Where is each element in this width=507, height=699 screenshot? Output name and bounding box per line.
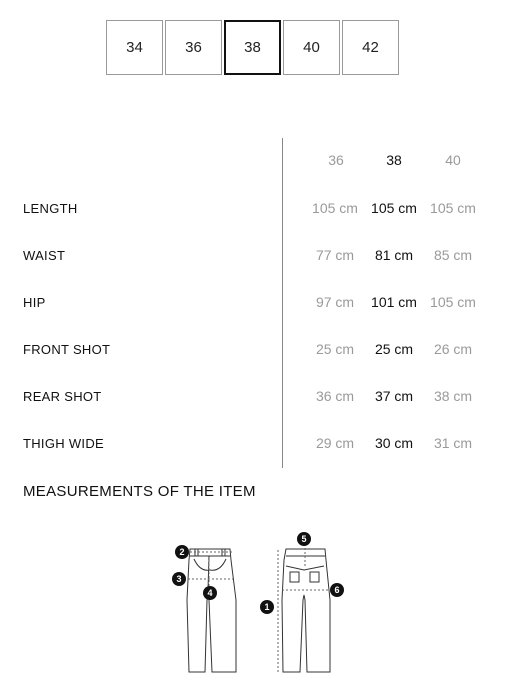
table-cell: 29 cm	[315, 435, 355, 451]
measurements-title: MEASUREMENTS OF THE ITEM	[23, 483, 256, 500]
size-option-34[interactable]: 34	[106, 20, 163, 75]
table-cell: 30 cm	[374, 435, 414, 451]
table-cell: 26 cm	[433, 341, 473, 357]
marker-4-label: 4	[207, 588, 213, 598]
table-cell: 105 cm	[312, 200, 358, 216]
row-label-front-shot: FRONT SHOT	[23, 342, 111, 357]
marker-1-label: 1	[264, 602, 270, 612]
column-header-36: 36	[328, 152, 344, 168]
marker-3-label: 3	[176, 574, 182, 584]
marker-6-label: 6	[334, 585, 340, 595]
table-cell: 37 cm	[374, 388, 414, 404]
table-cell: 105 cm	[430, 200, 476, 216]
table-cell: 105 cm	[371, 200, 417, 216]
table-cell: 105 cm	[430, 294, 476, 310]
front-pants-illustration	[187, 549, 236, 672]
table-cell: 97 cm	[315, 294, 355, 310]
column-header-38: 38	[386, 152, 402, 168]
table-cell: 31 cm	[433, 435, 473, 451]
row-label-hip: HIP	[23, 295, 46, 310]
row-label-waist: WAIST	[23, 248, 66, 263]
table-cell: 36 cm	[315, 388, 355, 404]
row-label-thigh-wide: THIGH WIDE	[23, 436, 104, 451]
marker-5-label: 5	[301, 534, 307, 544]
back-pants-illustration	[282, 549, 330, 672]
marker-2-label: 2	[179, 547, 185, 557]
size-option-36[interactable]: 36	[165, 20, 222, 75]
table-cell: 38 cm	[433, 388, 473, 404]
column-header-40: 40	[445, 152, 461, 168]
table-cell: 81 cm	[374, 247, 414, 263]
size-option-40[interactable]: 40	[283, 20, 340, 75]
table-cell: 101 cm	[371, 294, 417, 310]
row-label-rear-shot: REAR SHOT	[23, 389, 102, 404]
table-cell: 25 cm	[315, 341, 355, 357]
table-cell: 77 cm	[315, 247, 355, 263]
table-cell: 85 cm	[433, 247, 473, 263]
size-option-42[interactable]: 42	[342, 20, 399, 75]
table-cell: 25 cm	[374, 341, 414, 357]
row-label-length: LENGTH	[23, 201, 78, 216]
size-option-38-selected[interactable]: 38	[224, 20, 281, 75]
